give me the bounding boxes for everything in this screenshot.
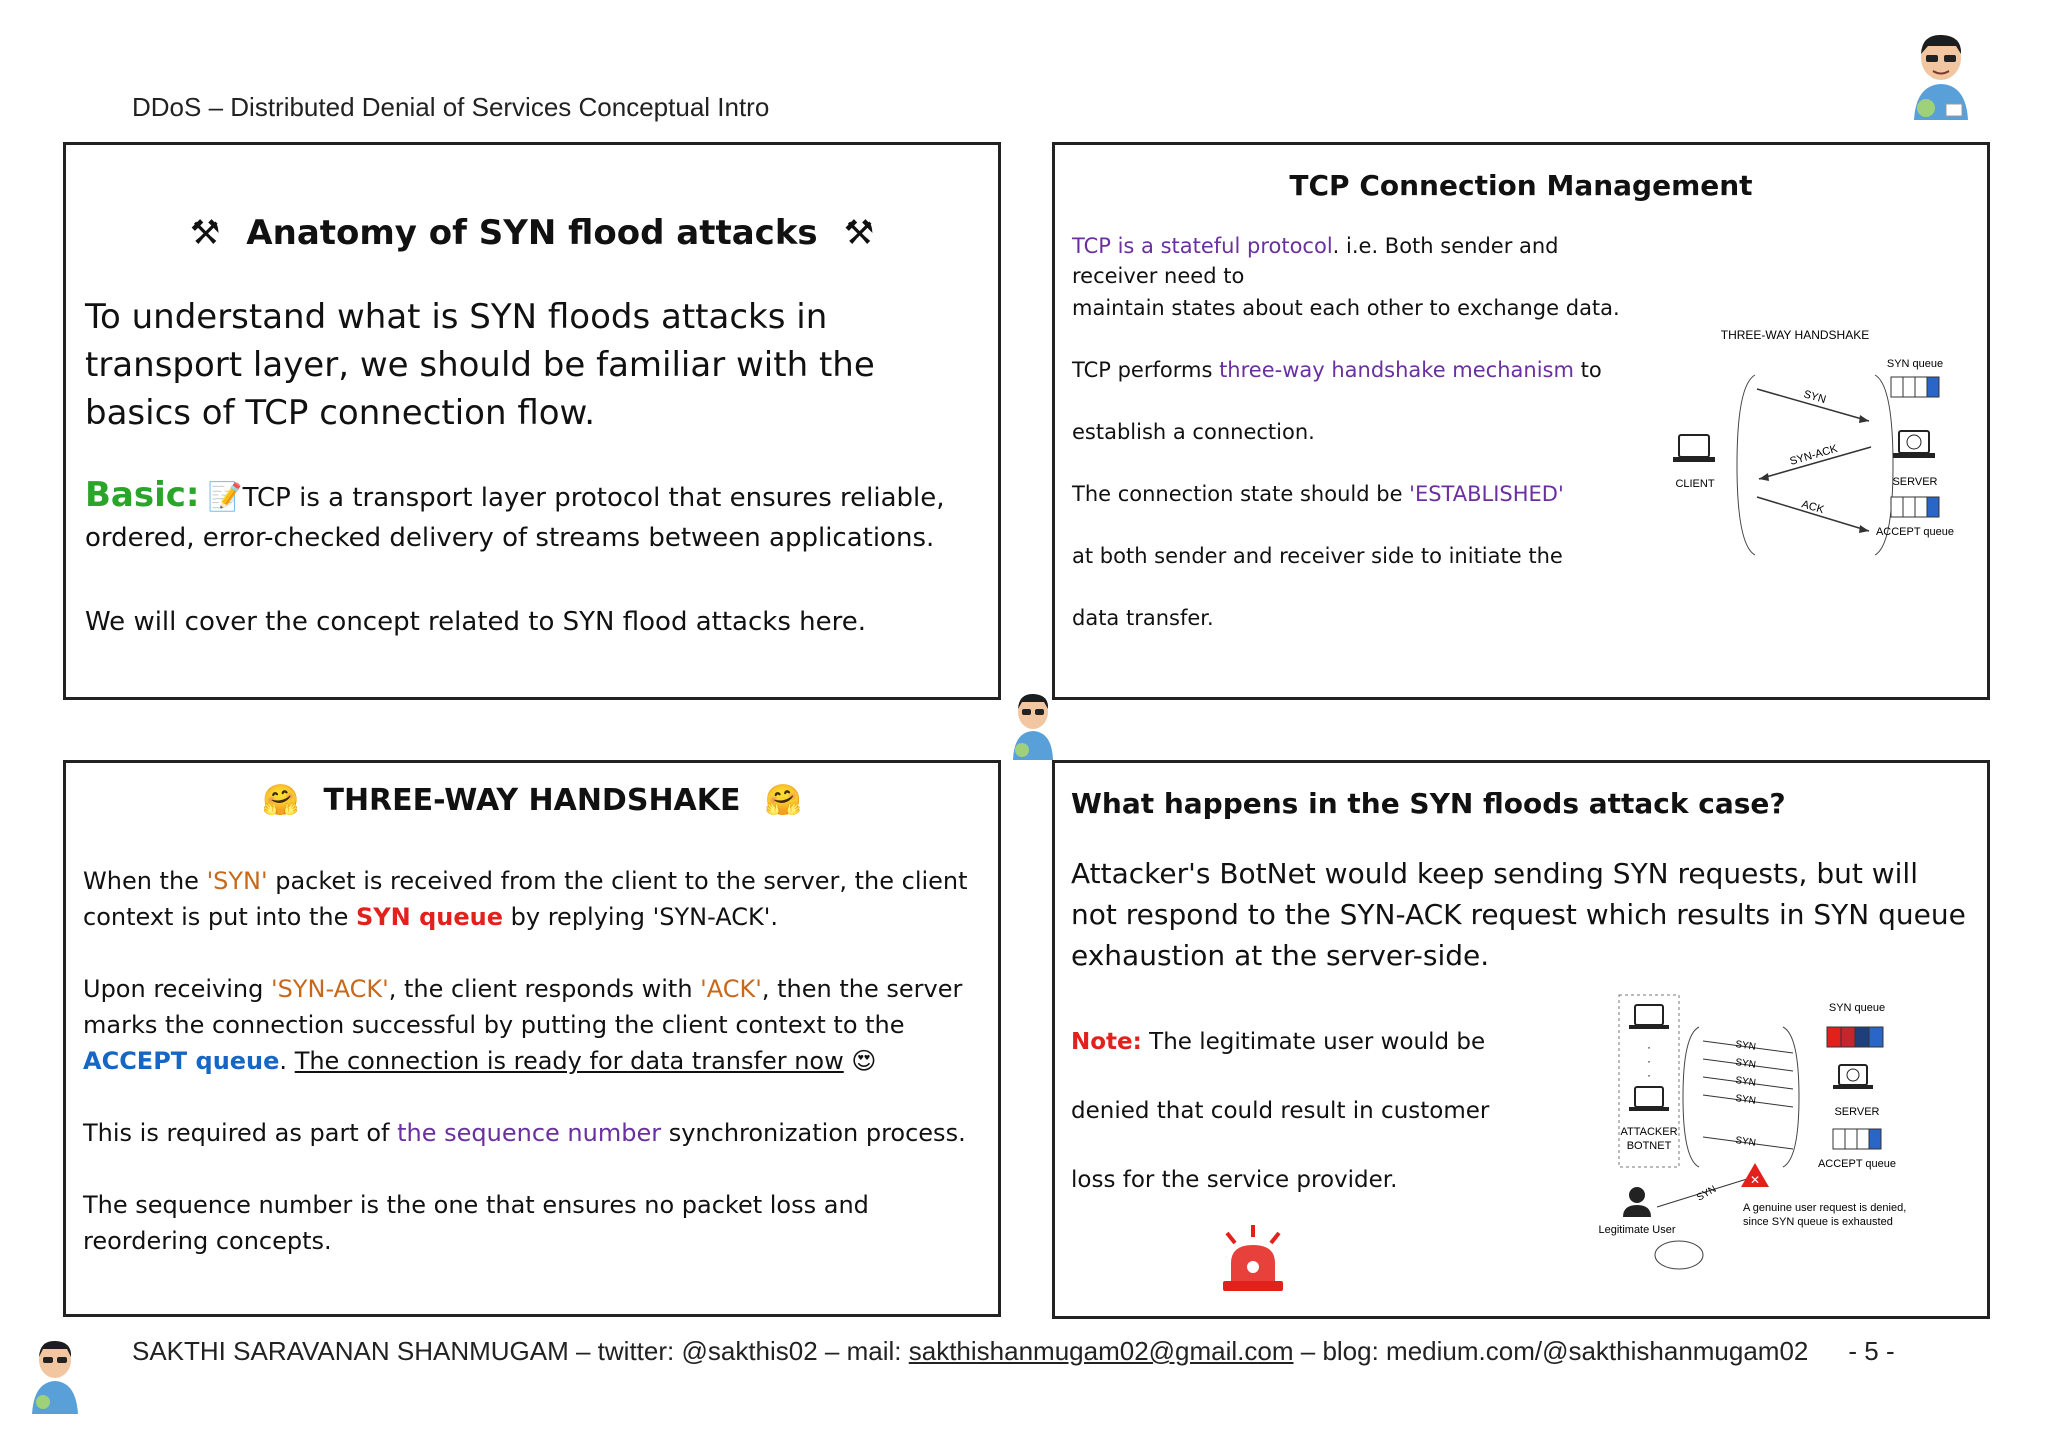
text-run: This is required as part of bbox=[83, 1119, 398, 1147]
syn-flood-title: What happens in the SYN floods attack case? bbox=[1071, 787, 1786, 820]
text-run: by replying 'SYN-ACK'. bbox=[503, 903, 778, 931]
handshake-title: THREE-WAY HANDSHAKE bbox=[323, 783, 741, 818]
tcp-title: TCP Connection Management bbox=[1289, 169, 1753, 202]
hugging-face-icon: 🤗 bbox=[764, 783, 802, 818]
syn-queue-icon bbox=[1891, 377, 1939, 397]
legitimate-user-icon bbox=[1623, 1187, 1651, 1217]
syn-label: SYN bbox=[1734, 1057, 1757, 1071]
text-run: . bbox=[279, 1047, 295, 1075]
note-line-3: loss for the service provider. bbox=[1071, 1167, 1398, 1193]
anatomy-intro: To understand what is SYN floods attacks in transport layer, we should be familiar with the basics of TCP connection flow. bbox=[85, 297, 875, 433]
handshake-panel bbox=[63, 760, 1001, 1317]
syn-queue-highlight: SYN queue bbox=[356, 903, 504, 931]
text-run: packet is received from the client to the server, the client context is put into the bbox=[83, 867, 968, 931]
established-highlight: 'ESTABLISHED' bbox=[1409, 482, 1564, 506]
syn-flood-text: Attacker's BotNet would keep sending SYN requests, but will not respond to the SYN-ACK request which results in SYN queue exhaustion at the server-side. bbox=[1071, 857, 1966, 972]
hammer-pick-icon: ⚒ bbox=[189, 213, 221, 253]
attacker-laptop-icon bbox=[1629, 1005, 1669, 1029]
syn-queue-label: SYN queue bbox=[1828, 1002, 1886, 1014]
server-laptop-icon bbox=[1893, 431, 1935, 458]
botnet-label: BOTNET bbox=[1626, 1140, 1672, 1152]
stateful-highlight: TCP is a stateful protocol bbox=[1072, 234, 1333, 258]
server-laptop-icon bbox=[1833, 1065, 1873, 1089]
full-syn-queue-icon bbox=[1827, 1027, 1883, 1047]
accept-queue-highlight: ACCEPT queue bbox=[83, 1047, 280, 1075]
syn-label: SYN bbox=[1734, 1093, 1757, 1107]
basic-text: TCP is a transport layer protocol that ensures reliable, ordered, error-checked delivery of streams between applications. bbox=[85, 483, 945, 553]
handshake-paragraph-3 bbox=[83, 1115, 983, 1151]
ready-underline: The connection is ready for data transfer now bbox=[294, 1047, 844, 1075]
sequence-highlight: the sequence number bbox=[397, 1119, 662, 1147]
accept-queue-icon bbox=[1891, 497, 1939, 517]
synack-arrow-label: SYN-ACK bbox=[1788, 442, 1839, 468]
tcp-line-3: TCP performs bbox=[1072, 358, 1220, 382]
server-label: SERVER bbox=[1892, 476, 1938, 488]
legitimate-user-label: Legitimate User bbox=[1598, 1224, 1676, 1236]
ack-highlight: 'ACK' bbox=[700, 975, 762, 1003]
server-label: SERVER bbox=[1834, 1106, 1880, 1118]
tcp-text bbox=[1072, 231, 1632, 665]
synack-highlight: 'SYN-ACK' bbox=[271, 975, 389, 1003]
anatomy-panel bbox=[63, 142, 1001, 700]
warning-icon bbox=[1741, 1163, 1769, 1187]
syn-label: SYN bbox=[1734, 1075, 1757, 1089]
cover-text: We will cover the concept related to SYN flood attacks here. bbox=[85, 607, 866, 637]
tcp-line-6: at both sender and receiver side to initiate the bbox=[1072, 544, 1563, 568]
accept-queue-label: ACCEPT queue bbox=[1875, 526, 1955, 538]
svg-text:✕: ✕ bbox=[1749, 1173, 1761, 1187]
text-run: , the client responds with bbox=[388, 975, 701, 1003]
dot: · bbox=[1647, 1054, 1651, 1068]
memo-icon: 📝 bbox=[207, 480, 243, 513]
text-run: synchronization process. bbox=[661, 1119, 966, 1147]
tcp-line-5: The connection state should be bbox=[1072, 482, 1410, 506]
hugging-face-icon: 🤗 bbox=[262, 783, 300, 818]
attacker-laptop-icon bbox=[1629, 1087, 1669, 1111]
tcp-line-4: establish a connection. bbox=[1072, 420, 1315, 444]
syn-highlight: 'SYN' bbox=[206, 867, 268, 895]
handshake-text bbox=[83, 863, 983, 1295]
dot: · bbox=[1647, 1040, 1651, 1054]
handshake-title-row bbox=[66, 783, 998, 818]
basic-label: Basic: bbox=[85, 475, 200, 515]
user-syn-label: SYN bbox=[1695, 1183, 1719, 1204]
footer-blog: – blog: medium.com/@sakthishanmugam02 bbox=[1293, 1336, 1809, 1366]
text-run: When the bbox=[83, 867, 207, 895]
handshake-paragraph-1 bbox=[83, 863, 983, 935]
note-text bbox=[1071, 1027, 1511, 1234]
speech-bubble bbox=[1655, 1241, 1703, 1269]
heart-eyes-icon: 😍 bbox=[851, 1047, 877, 1075]
handshake-paragraph-2 bbox=[83, 971, 983, 1079]
siren-icon bbox=[1213, 1223, 1293, 1295]
ack-arrow-label: ACK bbox=[1800, 498, 1826, 517]
denied-label-1: A genuine user request is denied, bbox=[1743, 1202, 1907, 1214]
avatar-icon bbox=[1902, 30, 1980, 142]
client-laptop-icon bbox=[1673, 435, 1715, 462]
tcp-line-1: . i.e. Both sender and receiver need to bbox=[1072, 234, 1559, 288]
three-way-handshake-diagram bbox=[1655, 325, 1975, 565]
document-header: DDoS – Distributed Denial of Services Conceptual Intro bbox=[132, 92, 770, 122]
attacker-label: ATTACKER bbox=[1620, 1126, 1678, 1138]
anatomy-title-row bbox=[66, 213, 998, 253]
note-label: Note: bbox=[1071, 1029, 1142, 1055]
accept-queue-icon bbox=[1833, 1129, 1881, 1149]
handshake-paragraph-4: The sequence number is the one that ensures no packet loss and reordering concepts. bbox=[83, 1191, 869, 1255]
syn-label: SYN bbox=[1734, 1135, 1757, 1149]
syn-flood-diagram bbox=[1598, 987, 1977, 1299]
tcp-line-2: maintain states about each other to exchange data. bbox=[1072, 296, 1620, 320]
syn-arrow-label: SYN bbox=[1802, 388, 1828, 407]
tcp-line-3-end: to bbox=[1573, 358, 1602, 382]
handshake-highlight: three-way handshake mechanism bbox=[1219, 358, 1574, 382]
client-label: CLIENT bbox=[1675, 478, 1715, 490]
note-line-2: denied that could result in customer bbox=[1071, 1098, 1490, 1124]
note-line-1: The legitimate user would be bbox=[1141, 1029, 1486, 1055]
tcp-management-panel bbox=[1052, 142, 1990, 700]
basic-paragraph bbox=[85, 475, 985, 558]
denied-label-2: since SYN queue is exhausted bbox=[1743, 1216, 1893, 1228]
diagram-title: THREE-WAY HANDSHAKE bbox=[1720, 328, 1870, 342]
syn-queue-label: SYN queue bbox=[1886, 358, 1944, 370]
dot: · bbox=[1647, 1068, 1651, 1082]
footer-author: SAKTHI SARAVANAN SHANMUGAM – twitter: @sakthis02 – mail: bbox=[132, 1336, 909, 1366]
document-footer bbox=[132, 1336, 1895, 1367]
page-number: - 5 - bbox=[1848, 1336, 1895, 1366]
syn-label: SYN bbox=[1734, 1039, 1757, 1053]
email-link[interactable]: sakthishanmugam02@gmail.com bbox=[908, 1336, 1294, 1366]
tcp-line-7: data transfer. bbox=[1072, 606, 1214, 630]
text-run: , then the server marks the connection successful by putting the client context to the bbox=[83, 975, 963, 1039]
accept-queue-label: ACCEPT queue bbox=[1817, 1158, 1897, 1170]
avatar-icon bbox=[24, 1336, 86, 1436]
syn-flood-panel bbox=[1052, 760, 1990, 1319]
hammer-pick-icon: ⚒ bbox=[843, 213, 875, 253]
anatomy-title: Anatomy of SYN flood attacks bbox=[246, 213, 818, 253]
text-run: Upon receiving bbox=[83, 975, 272, 1003]
